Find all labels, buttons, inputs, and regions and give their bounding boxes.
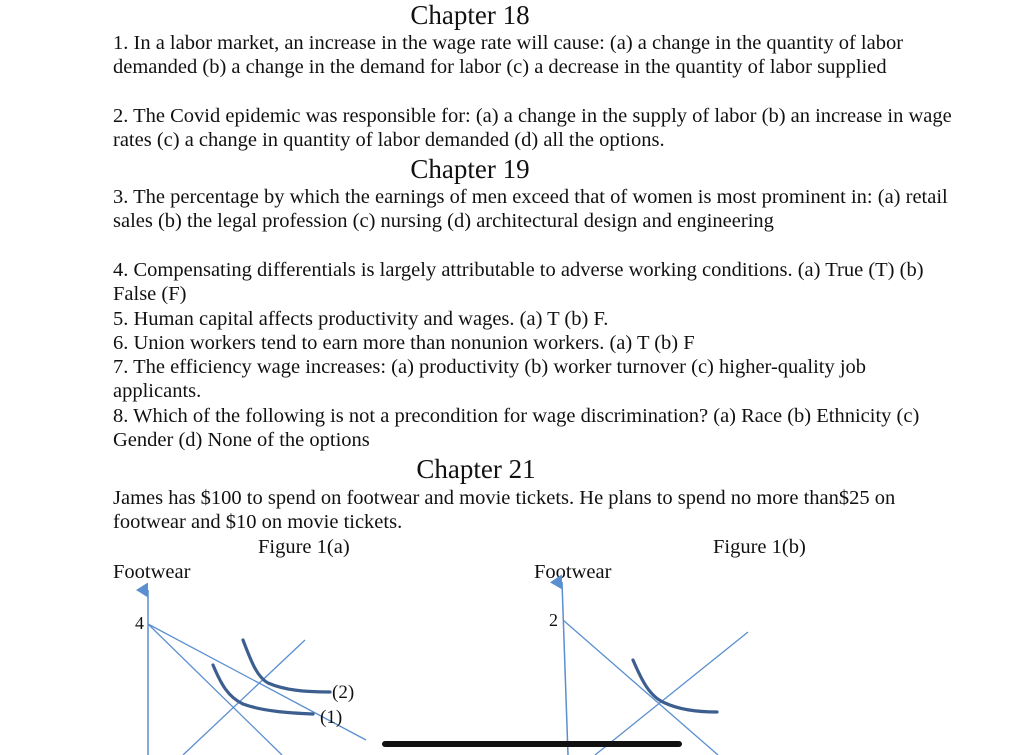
figure-1b-y-axis [562,582,568,755]
figure-1b-title: Figure 1(b) [713,536,806,558]
chapter-21-heading: Chapter 21 [416,454,536,484]
figure-1b-budget-line [563,620,718,755]
question-6: 6. Union workers tend to earn more than nonunion workers. (a) T (b) F [113,332,695,354]
figure-1a-y-intercept-label: 4 [135,613,144,633]
question-1: 1. In a labor market, an increase in the wage rate will cause: (a) a change in the quantity of labor demanded (b) a change in the demand for labor (c) a decrease in the quantity of labor supplied [113,32,904,79]
figure-1a-curve-label-2: (2) [332,682,355,703]
question-3: 3. The percentage by which the earnings of men exceed that of women is most prominent in: (a) retail sales (b) the legal profession (c) nursing (d) architectural design and engineering [113,186,948,233]
chapter-19-heading: Chapter 19 [410,154,530,184]
question-2: 2. The Covid epidemic was responsible for: (a) a change in the supply of labor (b) an increase in wage rates (c) a change in quantity of labor demanded (d) all the options. [113,105,952,152]
figure-1b-y-axis-label: Footwear [534,561,612,583]
figure-1a-curve-label-1: (1) [320,707,343,728]
figure-1a-y-axis-label: Footwear [113,561,191,583]
chapter-18-heading: Chapter 18 [410,0,530,30]
question-5: 5. Human capital affects productivity and wages. (a) T (b) F. [113,308,609,330]
figure-1b-graph [549,582,748,755]
home-indicator-bar[interactable] [382,741,682,747]
question-7: 7. The efficiency wage increases: (a) productivity (b) worker turnover (c) higher-quality job applicants. [113,356,867,403]
figure-1a-title: Figure 1(a) [258,536,350,558]
figure-1b-y-intercept-label: 2 [549,610,558,630]
question-4: 4. Compensating differentials is largely attributable to adverse working conditions. (a) True (T) (b) False (F) [113,259,924,306]
chapter-21-intro: James has $100 to spend on footwear and movie tickets. He plans to spend no more than$25 on footwear and $10 on movie tickets. [113,487,896,534]
question-8: 8. Which of the following is not a precondition for wage discrimination? (a) Race (b) Ethnicity (c) Gender (d) None of the options [113,405,920,452]
figure-1b-ray-line [595,632,748,755]
figure-1a-budget-line-steep [148,624,282,755]
figure-1a-graph [135,590,366,755]
figure-1a-indifference-curve-2 [243,640,330,692]
